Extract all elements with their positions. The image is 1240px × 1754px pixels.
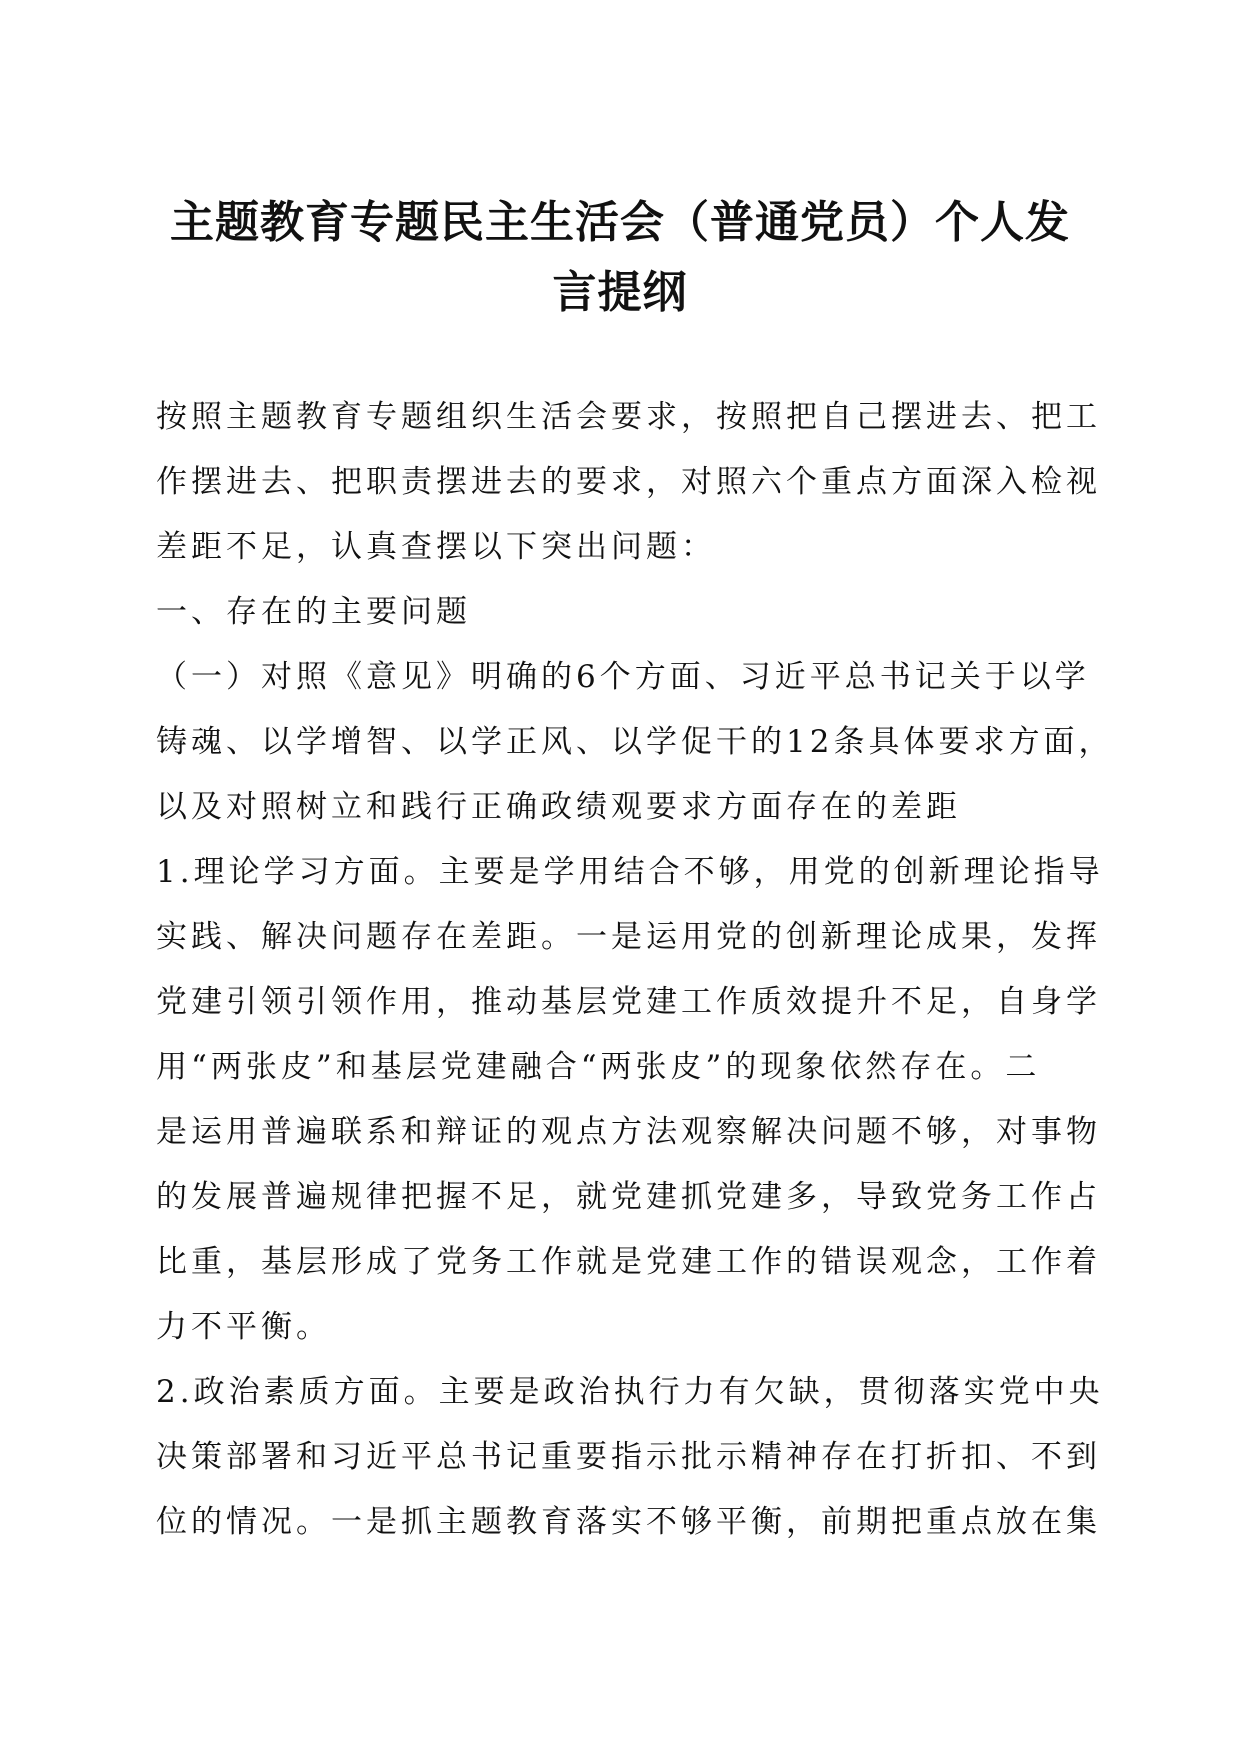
subsection-line-2: 铸魂、以学增智、以学正风、以学促干的12条具体要求方面， — [156, 724, 1114, 760]
section-heading-1: 一、存在的主要问题 — [156, 594, 471, 630]
subsection-line-3: 以及对照树立和践行正确政绩观要求方面存在的差距 — [156, 789, 961, 825]
document-title — [150, 188, 1090, 328]
subsection-line-1: （一）对照《意见》明确的6个方面、习近平总书记关于以学 — [156, 659, 1090, 695]
point-1-line-4: 用“两张皮”和基层党建融合“两张皮”的现象依然存在。二 — [156, 1049, 1041, 1085]
title-line-2: 言提纲 — [552, 267, 688, 318]
point-1-line-2: 实践、解决问题存在差距。一是运用党的创新理论成果，发挥 — [156, 919, 1101, 955]
intro-line-2: 作摆进去、把职责摆进去的要求，对照六个重点方面深入检视 — [156, 464, 1101, 500]
point-1-line-1: 1.理论学习方面。主要是学用结合不够，用党的创新理论指导 — [156, 854, 1104, 890]
intro-line-1: 按照主题教育专题组织生活会要求，按照把自己摆进去、把工 — [156, 399, 1101, 435]
document-body — [156, 385, 1114, 1555]
title-line-1: 主题教育专题民主生活会（普通党员）个人发 — [170, 197, 1070, 248]
point-1-line-8: 力不平衡。 — [156, 1309, 331, 1345]
point-2-line-1: 2.政治素质方面。主要是政治执行力有欠缺，贯彻落实党中央 — [156, 1374, 1104, 1410]
point-2-line-2: 决策部署和习近平总书记重要指示批示精神存在打折扣、不到 — [156, 1439, 1101, 1475]
point-1-line-6: 的发展普遍规律把握不足，就党建抓党建多，导致党务工作占 — [156, 1179, 1101, 1215]
point-1-line-7: 比重，基层形成了党务工作就是党建工作的错误观念，工作着 — [156, 1244, 1101, 1280]
point-1-line-5: 是运用普遍联系和辩证的观点方法观察解决问题不够，对事物 — [156, 1114, 1101, 1150]
point-1-line-3: 党建引领引领作用，推动基层党建工作质效提升不足，自身学 — [156, 984, 1101, 1020]
intro-line-3: 差距不足，认真查摆以下突出问题： — [156, 529, 716, 565]
point-2-line-3: 位的情况。一是抓主题教育落实不够平衡，前期把重点放在集 — [156, 1504, 1101, 1540]
